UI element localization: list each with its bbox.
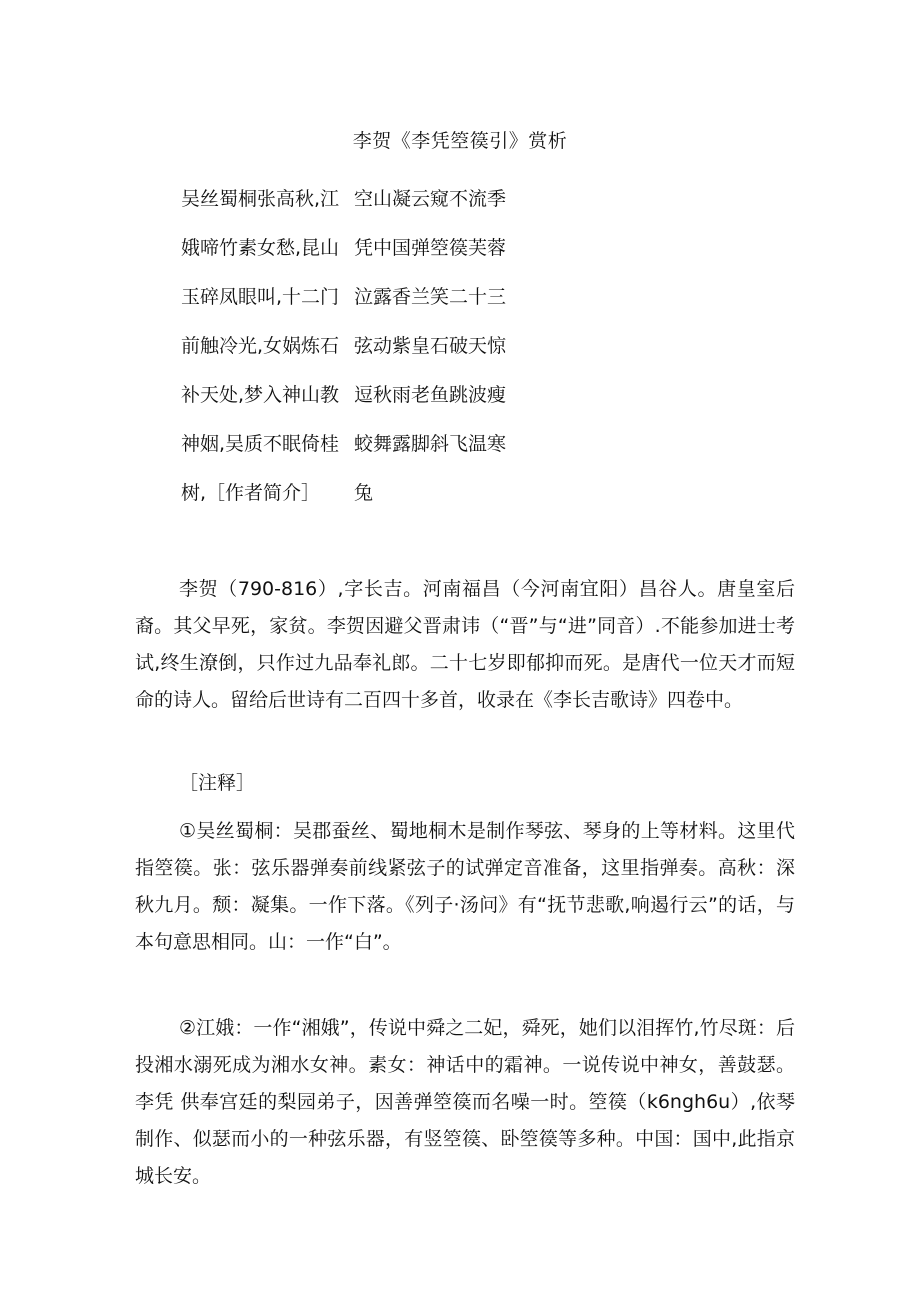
poem-line-left: 前触冷光,女娲炼石 [181, 335, 340, 357]
poem-line-right: 蛟舞露脚斜飞温寒 [354, 433, 507, 455]
poem-row [181, 382, 541, 431]
note-paragraph: ②江娥：一作“湘娥”，传说中舜之二妃，舜死，她们以泪挥竹,竹尽斑：后投湘水溺死成为湘水女神。素女：神话中的霜神。一说传说中神女，善鼓瑟。李凭 供奉宫廷的梨园弟子，因善弹箜篌而名噪一时。箜篌（k6ngh6u）,依琴制作、似瑟而小的一种弦乐器，有竖箜篌、卧箜篌等多种。中国：国中,此指京城长安。 [135, 1017, 795, 1187]
poem-line-left: 补天处,梦入神山教 [181, 384, 340, 406]
poem-line-left: 树,［作者简介］ [181, 482, 321, 504]
poem-row [181, 186, 541, 235]
notes-heading-section [135, 765, 795, 802]
poem-row [181, 431, 541, 480]
notes-heading: ［注释］ [179, 772, 256, 794]
document-title: 李贺《李凭箜篌引》赏析 [352, 130, 568, 152]
poem-line-right: 逗秋雨老鱼跳波瘦 [354, 384, 507, 406]
poem-line-left: 神姻,吴质不眠倚桂 [181, 433, 340, 455]
poem-line-right: 兔 [354, 482, 374, 504]
poem-line-right: 泣露香兰笑二十三 [354, 286, 507, 308]
poem-block [181, 186, 541, 529]
note-paragraph: ①吴丝蜀桐：吴郡蚕丝、蜀地桐木是制作琴弦、琴身的上等材料。这里代指箜篌。张：弦乐器弹奏前线紧弦子的试弹定音准备，这里指弹奏。高秋：深秋九月。颓：凝集。一作下落。《列子·汤问》有“抚节悲歌,响遏行云”的话，与本句意思相同。山：一作“白”。 [135, 820, 795, 953]
poem-line-left: 玉碎凤眼叫,十二门 [181, 286, 340, 308]
note-2-section [135, 1010, 795, 1195]
poem-line-left: 吴丝蜀桐张高秋,江 [181, 188, 340, 210]
poem-line-right: 弦动紫皇石破天惊 [354, 335, 507, 357]
poem-line-right: 凭中国弹箜篌芙蓉 [354, 237, 507, 259]
poem-row [181, 284, 541, 333]
poem-line-right: 空山凝云窥不流季 [354, 188, 507, 210]
note-1-section [135, 813, 795, 961]
author-intro-paragraph: 李贺（790-816）,字长吉。河南福昌（今河南宜阳）昌谷人。唐皇室后裔。其父早死，家贫。李贺因避父晋肃讳（“晋”与“进”同音）.不能参加进士考试,终生潦倒，只作过九品奉礼郎。二十七岁即郁抑而死。是唐代一位天才而短命的诗人。留给后世诗有二百四十多首，收录在《李长吉歌诗》四卷中。 [135, 578, 795, 711]
poem-line-left: 娥啼竹素女愁,昆山 [181, 237, 340, 259]
author-intro-section [135, 571, 795, 719]
poem-row [181, 235, 541, 284]
poem-row [181, 480, 541, 529]
poem-row [181, 333, 541, 382]
